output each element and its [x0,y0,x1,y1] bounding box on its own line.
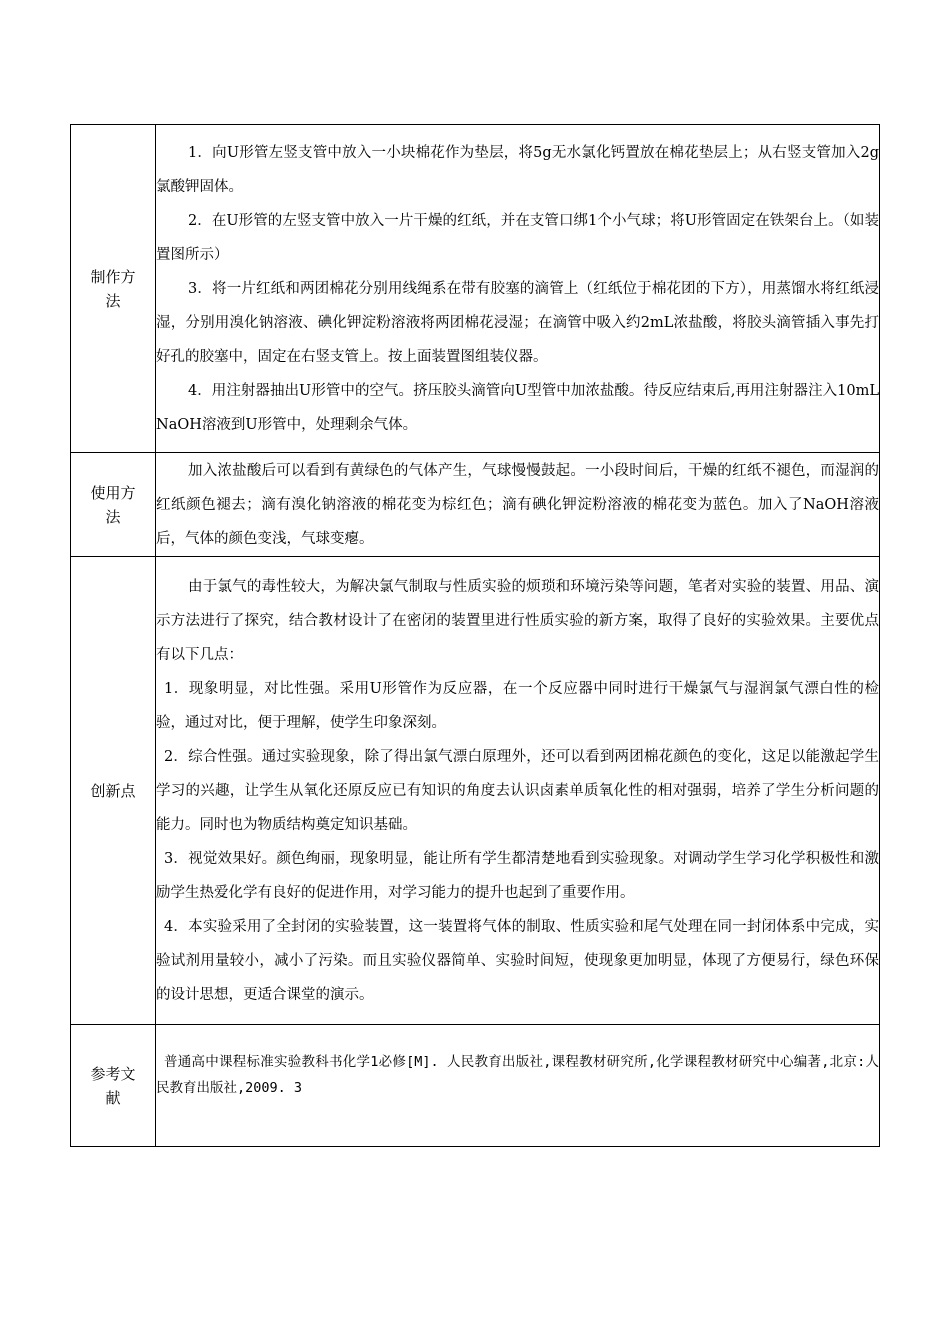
row-label: 创新点 [90,781,136,800]
content-cell [156,125,894,453]
innovation-point-2: 2．综合性强。通过实验现象，除了得出氯气漂白原理外，还可以看到两团棉花颜色的变化，这足以能激起学生学习的兴趣，让学生从氧化还原反应已有知识的角度去认识卤素单质氧化性的相对强弱，培养了学生分析问题的能力。同时也为物质结构奠定知识基础。 [156,748,879,833]
innovation-point-4: 4．本实验采用了全封闭的实验装置，这一装置将气体的制取、性质实验和尾气处理在同一封闭体系中完成，实验试剂用量较小，减小了污染。而且实验仪器简单、实验时间短，使现象更加明显，体现了方便易行，绿色环保的设计思想，更适合课堂的演示。 [156,918,879,1003]
experiment-table [70,124,894,1147]
method-step-1: 1．向U形管左竖支管中放入一小块棉花作为垫层，将5g无水氯化钙置放在棉花垫层上；从右竖支管加入2g氯酸钾固体。 [156,144,879,195]
content-cell [156,1025,880,1147]
label-cell [71,125,156,453]
row-references [71,1025,880,1147]
label-cell [71,453,156,557]
row-innovation [71,557,880,1025]
label-cell [71,1025,156,1147]
label-cell [71,557,156,1025]
innovation-point-1: 1．现象明显，对比性强。采用U形管作为反应器，在一个反应器中同时进行干燥氯气与湿润氯气漂白性的检验，通过对比，便于理解，使学生印象深刻。 [156,680,879,731]
row-usage-method [71,453,880,557]
row-preparation-method [71,125,880,453]
innovation-intro: 由于氯气的毒性较大，为解决氯气制取与性质实验的烦琐和环境污染等问题，笔者对实验的装置、用品、演示方法进行了探究，结合教材设计了在密闭的装置里进行性质实验的新方案，取得了良好的实验效果。主要优点有以下几点： [156,578,879,663]
innovation-point-3: 3．视觉效果好。颜色绚丽，现象明显，能让所有学生都清楚地看到实验现象。对调动学生学习化学积极性和激励学生热爱化学有良好的促进作用，对学习能力的提升也起到了重要作用。 [156,850,879,901]
method-step-2: 2．在U形管的左竖支管中放入一片干燥的红纸，并在支管口绑1个小气球；将U形管固定在铁架台上。（如装置图所示） [156,212,879,263]
content-cell [156,453,880,557]
row-label: 使用方法 [90,483,136,526]
method-step-4: 4．用注射器抽出U形管中的空气。挤压胶头滴管向U型管中加浓盐酸。待反应结束后,再用注射器注入10mL NaOH溶液到U形管中，处理剩余气体。 [156,382,894,433]
method-step-3: 3．将一片红纸和两团棉花分别用线绳系在带有胶塞的滴管上（红纸位于棉花团的下方），用蒸馏水将红纸浸湿，分别用溴化钠溶液、碘化钾淀粉溶液将两团棉花浸湿；在滴管中吸入约2mL浓盐酸，将胶头滴管插入事先打好孔的胶塞中，固定在右竖支管上。按上面装置图组装仪器。 [156,280,879,365]
usage-text: 加入浓盐酸后可以看到有黄绿色的气体产生，气球慢慢鼓起。一小段时间后，干燥的红纸不褪色，而湿润的红纸颜色褪去；滴有溴化钠溶液的棉花变为棕红色；滴有碘化钾淀粉溶液的棉花变为蓝色。加入了NaOH溶液后，气体的颜色变浅，气球变瘪。 [156,462,879,547]
reference-text: 普通高中课程标准实验教科书化学1必修[M]. 人民教育出版社,课程教材研究所,化学课程教材研究中心编著,北京:人民教育出版社,2009. 3 [156,1054,879,1096]
row-label: 参考文献 [90,1064,136,1107]
content-cell [156,557,880,1025]
row-label: 制作方法 [90,267,136,310]
